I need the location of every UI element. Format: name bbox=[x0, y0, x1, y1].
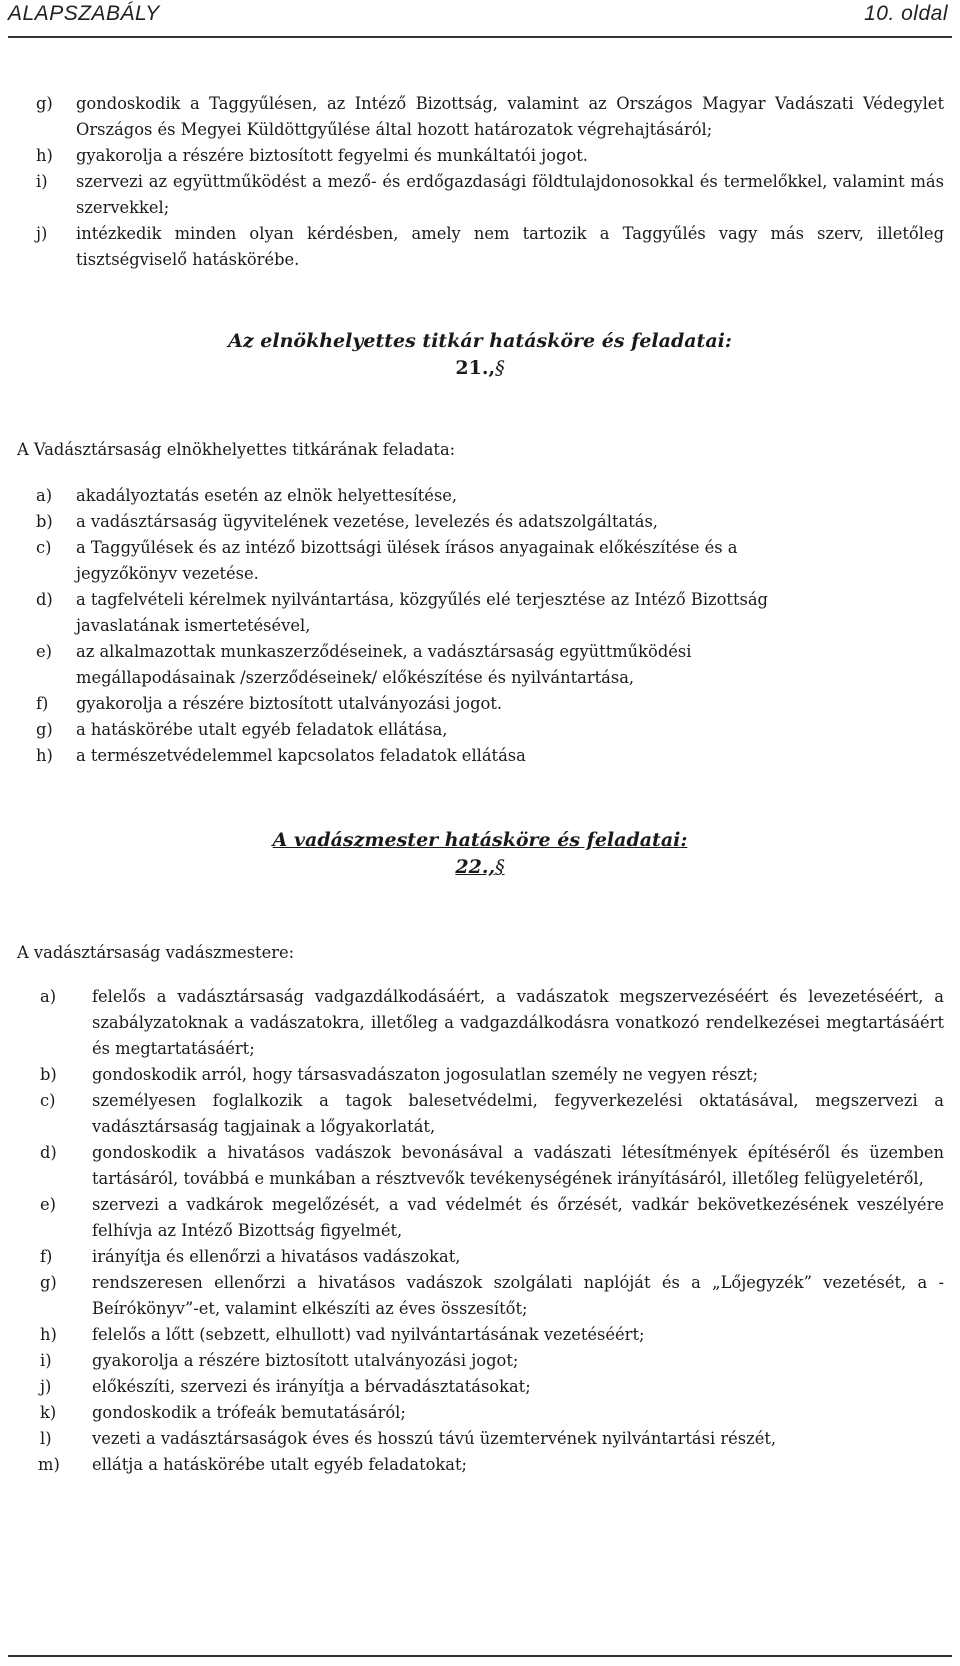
item-label: d) bbox=[36, 590, 53, 609]
item-label: c) bbox=[36, 538, 52, 557]
section-number: 21., bbox=[455, 357, 496, 379]
item-label: d) bbox=[40, 1143, 57, 1162]
item-text: gondoskodik a trófeák bemutatásáról; bbox=[92, 1403, 406, 1422]
item-text: a természetvédelemmel kapcsolatos feladatok ellátása bbox=[76, 746, 526, 765]
item-label: h) bbox=[36, 746, 53, 765]
list-item bbox=[40, 1270, 944, 1322]
list-item bbox=[40, 1140, 944, 1192]
item-label: j) bbox=[36, 224, 48, 243]
item-text: felelős a vadásztársaság vadgazdálkodásáért, a vadászatok megszervezéséért és levezetéséért, a szabályzatoknak a vadászatokra, illetőleg a vadgazdálkodásra vonatkozó rendelkezései megtartásáért és megtartatásáért; bbox=[92, 987, 944, 1058]
item-label: f) bbox=[36, 694, 49, 713]
paragraph-sign: § bbox=[495, 357, 505, 379]
list-item bbox=[40, 1400, 944, 1426]
item-label: i) bbox=[40, 1351, 52, 1370]
item-label: h) bbox=[40, 1325, 57, 1344]
list-item bbox=[40, 1192, 944, 1244]
section-heading-deputy: Az elnökhelyettes titkár hatásköre és feladatai: bbox=[228, 330, 732, 352]
footer-divider bbox=[8, 1655, 952, 1657]
paragraph-sign: § bbox=[495, 856, 505, 878]
list-item bbox=[40, 1062, 944, 1088]
item-text: vezeti a vadásztársaságok éves és hosszú távú üzemtervének nyilvántartási részét, bbox=[92, 1429, 777, 1448]
section-number: 22., bbox=[455, 856, 496, 878]
list-item bbox=[36, 483, 776, 509]
item-label: k) bbox=[40, 1403, 57, 1422]
item-text: akadályoztatás esetén az elnök helyettesítése, bbox=[76, 486, 458, 505]
list-item bbox=[40, 984, 944, 1062]
item-text: személyesen foglalkozik a tagok balesetvédelmi, fegyverkezelési oktatásával, megszervezi a vadásztársaság tagjainak a lőgyakorlatát, bbox=[92, 1091, 944, 1136]
item-text: gyakorolja a részére biztosított utalványozási jogot; bbox=[92, 1351, 519, 1370]
item-text: gyakorolja a részére biztosított utalványozási jogot. bbox=[76, 694, 503, 713]
item-text: intézkedik minden olyan kérdésben, amely nem tartozik a Taggyűlés vagy más szerv, illetőleg tisztségviselő hatáskörébe. bbox=[76, 224, 944, 269]
item-text: előkészíti, szervezi és irányítja a bérvadásztatásokat; bbox=[92, 1377, 531, 1396]
item-text: rendszeresen ellenőrzi a hivatásos vadászok szolgálati naplóját és a „Lőjegyzék” vezetését, a -Beírókönyv”-et, valamint elkészíti az éves összesítőt; bbox=[92, 1273, 944, 1318]
list-item bbox=[40, 1244, 944, 1270]
item-text: irányítja és ellenőrzi a hivatásos vadászokat, bbox=[92, 1247, 461, 1266]
item-text: gondoskodik arról, hogy társasvadászaton jogosulatlan személy ne vegyen részt; bbox=[92, 1065, 759, 1084]
item-label: i) bbox=[36, 172, 48, 191]
document-title: ALAPSZABÁLY bbox=[8, 2, 160, 25]
list-item bbox=[36, 587, 776, 639]
item-label: b) bbox=[36, 512, 53, 531]
list-item bbox=[36, 169, 944, 221]
item-label: b) bbox=[40, 1065, 57, 1084]
item-text: az alkalmazottak munkaszerződéseinek, a vadásztársaság együttműködési megállapodásainak /szerződéseinek/ előkészítése és nyilvántartása, bbox=[76, 642, 692, 687]
item-label: c) bbox=[40, 1091, 56, 1110]
item-text: felelős a lőtt (sebzett, elhullott) vad nyilvántartásának vezetéséért; bbox=[92, 1325, 645, 1344]
list-item bbox=[36, 717, 776, 743]
list-item bbox=[36, 639, 776, 691]
list-item bbox=[36, 535, 776, 587]
item-label: m) bbox=[38, 1455, 60, 1474]
item-text: gondoskodik a hivatásos vadászok bevonásával a vadászati létesítmények építéséről és üzemben tartásáról, továbbá e munkában a résztvevők tevékenységének irányításáról, illetőleg felügyeletéről, bbox=[92, 1143, 944, 1188]
item-label: h) bbox=[36, 146, 53, 165]
item-text: szervezi az együttműködést a mező- és erdőgazdasági földtulajdonosokkal és termelőkkel, valamint más szervekkel; bbox=[76, 172, 944, 217]
item-text: a vadásztársaság ügyvitelének vezetése, levelezés és adatszolgáltatás, bbox=[76, 512, 658, 531]
item-text: szervezi a vadkárok megelőzését, a vad védelmét és őrzését, vadkár bekövetkezésének veszélyére felhívja az Intéző Bizottság figyelmét, bbox=[92, 1195, 944, 1240]
item-text: a hatáskörébe utalt egyéb feladatok ellátása, bbox=[76, 720, 448, 739]
list-item bbox=[36, 143, 944, 169]
list-item bbox=[40, 1426, 944, 1452]
section-heading-huntmaster: A vadászmester hatásköre és feladatai: bbox=[272, 829, 688, 851]
duties-list-continued bbox=[36, 91, 944, 273]
item-label: f) bbox=[40, 1247, 53, 1266]
item-label: a) bbox=[36, 486, 53, 505]
item-label: l) bbox=[40, 1429, 52, 1448]
item-text: gyakorolja a részére biztosított fegyelmi és munkáltatói jogot. bbox=[76, 146, 588, 165]
list-item bbox=[40, 1348, 944, 1374]
huntmaster-duties-list bbox=[38, 984, 944, 1478]
list-item bbox=[40, 1088, 944, 1140]
deputy-duties-list bbox=[36, 483, 776, 769]
item-label: a) bbox=[40, 987, 57, 1006]
item-label: g) bbox=[36, 720, 53, 739]
item-text: ellátja a hatáskörébe utalt egyéb feladatokat; bbox=[92, 1455, 468, 1474]
item-label: g) bbox=[36, 94, 53, 113]
item-label: e) bbox=[40, 1195, 56, 1214]
section-number-22 bbox=[0, 856, 960, 878]
list-item bbox=[38, 1452, 944, 1478]
item-text: a Taggyűlések és az intéző bizottsági ülések írásos anyagainak előkészítése és a jegyzőkönyv vezetése. bbox=[76, 538, 738, 583]
list-item bbox=[40, 1322, 944, 1348]
item-label: e) bbox=[36, 642, 52, 661]
list-item bbox=[36, 691, 776, 717]
item-text: gondoskodik a Taggyűlésen, az Intéző Bizottság, valamint az Országos Magyar Vadászati Védegylet Országos és Megyei Küldöttgyűlése által hozott határozatok végrehajtásáról; bbox=[76, 94, 944, 139]
list-item bbox=[36, 509, 776, 535]
page-number: 10. oldal bbox=[864, 2, 948, 25]
section-number-21 bbox=[0, 357, 960, 379]
list-item bbox=[36, 221, 944, 273]
section-intro-huntmaster: A vadásztársaság vadászmestere: bbox=[17, 943, 295, 962]
section-intro-deputy: A Vadásztársaság elnökhelyettes titkárának feladata: bbox=[17, 440, 456, 459]
list-item bbox=[36, 743, 776, 769]
page-header bbox=[8, 0, 952, 38]
item-label: j) bbox=[40, 1377, 52, 1396]
list-item bbox=[40, 1374, 944, 1400]
item-label: g) bbox=[40, 1273, 57, 1292]
list-item bbox=[36, 91, 944, 143]
item-text: a tagfelvételi kérelmek nyilvántartása, közgyűlés elé terjesztése az Intéző Bizottság javaslatának ismertetésével, bbox=[76, 590, 768, 635]
